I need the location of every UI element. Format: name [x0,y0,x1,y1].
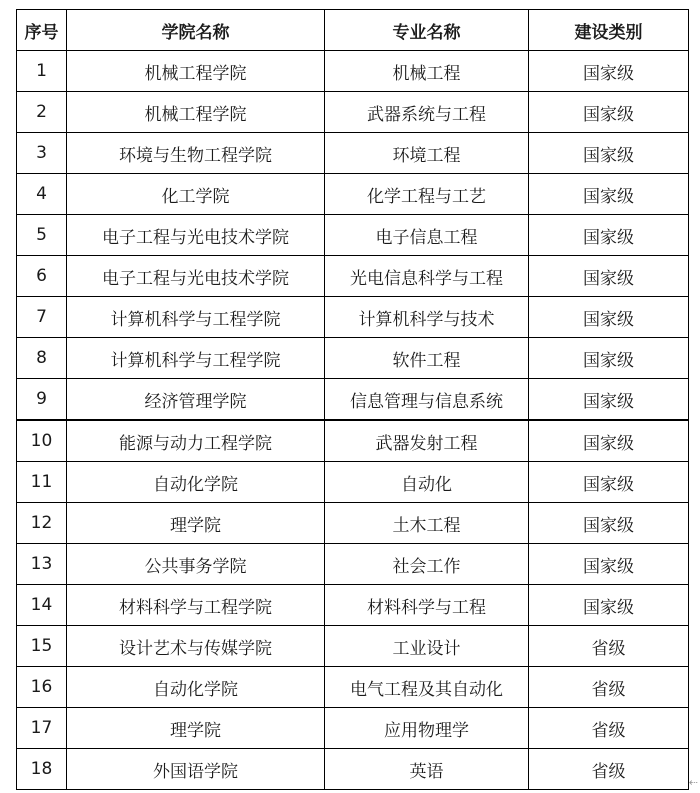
cell-major: 应用物理学 [325,708,529,749]
cell-index: 7 [17,297,67,338]
cell-school: 电子工程与光电技术学院 [67,256,325,297]
table-row [17,503,689,544]
table-row [17,215,689,256]
cell-level: 省级 [529,667,689,708]
cell-major: 机械工程 [325,51,529,92]
table-header-row [17,10,689,51]
cell-level: 省级 [529,749,689,790]
cell-school: 理学院 [67,708,325,749]
cell-major: 工业设计 [325,626,529,667]
table-row [17,174,689,215]
cell-school: 电子工程与光电技术学院 [67,215,325,256]
cell-major: 电气工程及其自动化 [325,667,529,708]
cell-index: 3 [17,133,67,174]
cell-level: 国家级 [529,544,689,585]
table-row [17,92,689,133]
cell-school: 外国语学院 [67,749,325,790]
cell-school: 设计艺术与传媒学院 [67,626,325,667]
cell-index: 8 [17,338,67,379]
cell-index: 14 [17,585,67,626]
cell-level: 国家级 [529,297,689,338]
cell-index: 17 [17,708,67,749]
cell-major: 环境工程 [325,133,529,174]
cell-index: 16 [17,667,67,708]
cell-major: 化学工程与工艺 [325,174,529,215]
cell-major: 土木工程 [325,503,529,544]
cell-school: 材料科学与工程学院 [67,585,325,626]
table-row [17,462,689,503]
cell-index: 15 [17,626,67,667]
return-arrow-icon: ⇠ [688,776,698,789]
cell-major: 自动化 [325,462,529,503]
cell-major: 武器系统与工程 [325,92,529,133]
table-row [17,379,689,421]
cell-school: 自动化学院 [67,667,325,708]
cell-school: 自动化学院 [67,462,325,503]
cell-index: 10 [17,420,67,462]
cell-index: 1 [17,51,67,92]
header-level: 建设类别 [529,10,689,51]
table-row [17,749,689,790]
cell-major: 社会工作 [325,544,529,585]
table-row [17,667,689,708]
header-index: 序号 [17,10,67,51]
table-row [17,420,689,462]
cell-level: 国家级 [529,256,689,297]
cell-index: 6 [17,256,67,297]
cell-level: 国家级 [529,338,689,379]
header-school: 学院名称 [67,10,325,51]
cell-index: 2 [17,92,67,133]
cell-level: 国家级 [529,174,689,215]
cell-school: 计算机科学与工程学院 [67,297,325,338]
cell-level: 国家级 [529,215,689,256]
table-row [17,708,689,749]
cell-index: 12 [17,503,67,544]
cell-level: 国家级 [529,92,689,133]
table-row [17,585,689,626]
cell-index: 9 [17,379,67,421]
cell-major: 英语 [325,749,529,790]
cell-index: 13 [17,544,67,585]
cell-index: 4 [17,174,67,215]
cell-major: 计算机科学与技术 [325,297,529,338]
cell-school: 环境与生物工程学院 [67,133,325,174]
cell-school: 机械工程学院 [67,92,325,133]
table-row [17,544,689,585]
cell-level: 国家级 [529,462,689,503]
cell-school: 化工学院 [67,174,325,215]
cell-school: 计算机科学与工程学院 [67,338,325,379]
cell-major: 武器发射工程 [325,420,529,462]
header-major: 专业名称 [325,10,529,51]
cell-major: 电子信息工程 [325,215,529,256]
table-row [17,338,689,379]
table-row [17,297,689,338]
cell-major: 软件工程 [325,338,529,379]
cell-level: 国家级 [529,503,689,544]
cell-level: 省级 [529,708,689,749]
cell-index: 5 [17,215,67,256]
cell-level: 省级 [529,626,689,667]
cell-major: 信息管理与信息系统 [325,379,529,421]
cell-major: 材料科学与工程 [325,585,529,626]
table-row [17,51,689,92]
cell-level: 国家级 [529,133,689,174]
cell-level: 国家级 [529,420,689,462]
cell-level: 国家级 [529,379,689,421]
cell-index: 18 [17,749,67,790]
table-row [17,256,689,297]
table-row [17,626,689,667]
cell-school: 能源与动力工程学院 [67,420,325,462]
cell-index: 11 [17,462,67,503]
cell-level: 国家级 [529,585,689,626]
table-row [17,133,689,174]
majors-table [16,9,689,790]
cell-school: 公共事务学院 [67,544,325,585]
cell-school: 机械工程学院 [67,51,325,92]
cell-school: 经济管理学院 [67,379,325,421]
cell-level: 国家级 [529,51,689,92]
cell-major: 光电信息科学与工程 [325,256,529,297]
cell-school: 理学院 [67,503,325,544]
